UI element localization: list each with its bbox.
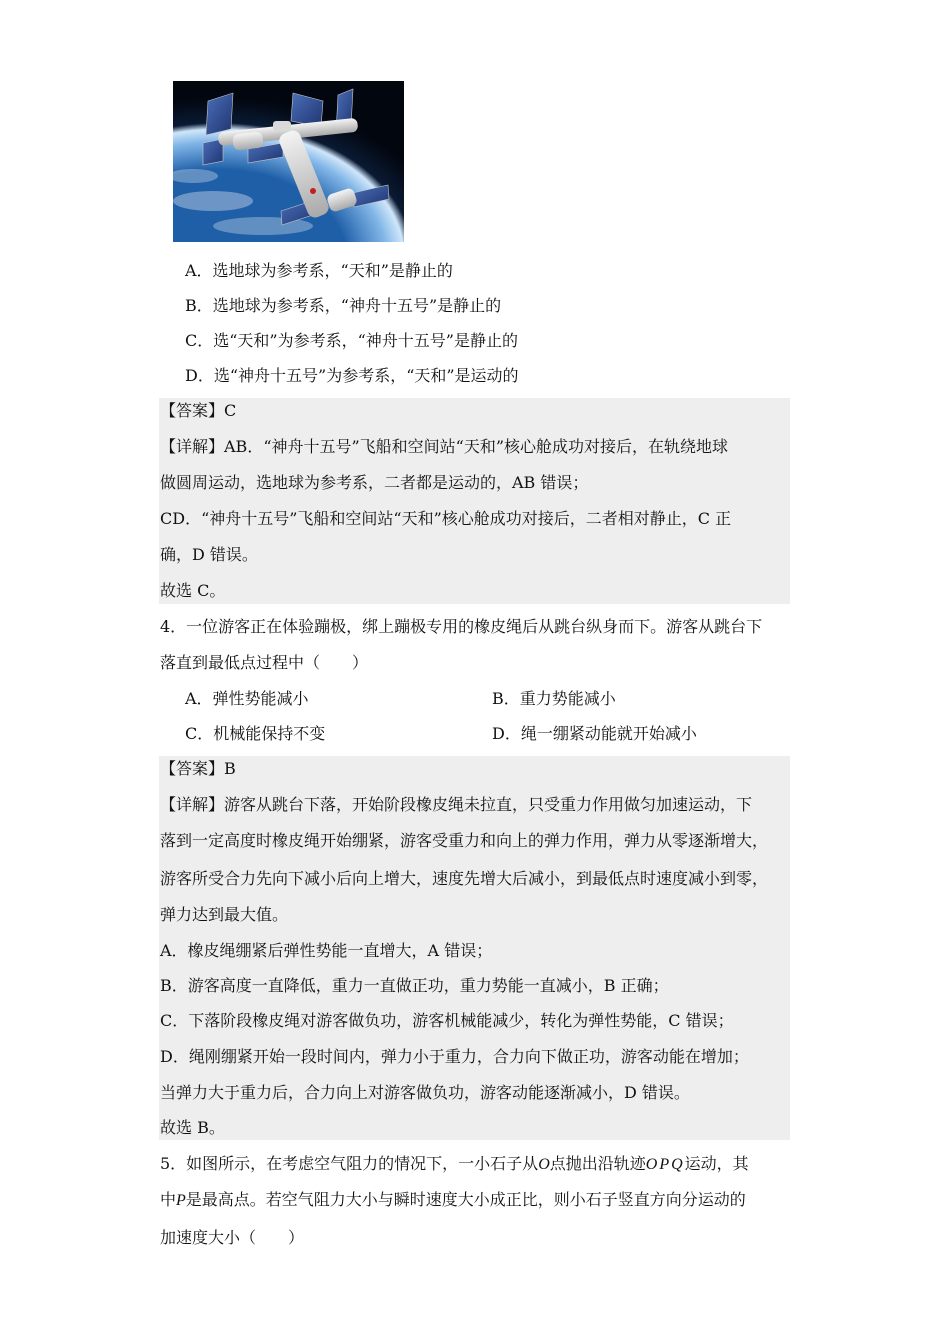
q4-detail-line-8: D．绳刚绷紧开始一段时间内，弹力小于重力，合力向下做正功，游客动能在增加；: [160, 1047, 749, 1066]
q5-stem-line-1: [160, 1153, 749, 1175]
q5-stem-line-3: 加速度大小（ ）: [160, 1228, 305, 1247]
q4-detail-line-5: A．橡皮绳绷紧后弹性势能一直增大，A 错误；: [160, 941, 493, 960]
q4-option-d: D．绳一绷紧动能就开始减小: [492, 724, 697, 743]
q5-text: 是最高点。若空气阻力大小与瞬时速度大小成正比，则小石子竖直方向分运动的: [185, 1190, 746, 1209]
q4-answer: 【答案】B: [160, 759, 236, 778]
q4-detail-line-4: 弹力达到最大值。: [160, 905, 289, 924]
q3-detail-line-4: 确，D 错误。: [160, 545, 258, 564]
q4-detail-line-3: 游客所受合力先向下减小后向上增大，速度先增大后减小，到最低点时速度减小到零，: [160, 869, 769, 888]
q5-text: 中: [160, 1190, 177, 1209]
q3-detail-line-1: 【详解】AB．“神舟十五号”飞船和空间站“天和”核心舱成功对接后，在轨绕地球: [160, 437, 729, 456]
q3-answer: 【答案】C: [160, 401, 237, 420]
space-station-illustration: [173, 81, 404, 242]
q5-point-p: P: [176, 1192, 186, 1209]
q3-answer-block: [159, 398, 790, 604]
q3-option-c: C．选“天和”为参考系，“神舟十五号”是静止的: [185, 331, 518, 350]
q3-option-d: D．选“神舟十五号”为参考系，“天和”是运动的: [185, 366, 519, 385]
q3-option-a: A．选地球为参考系，“天和”是静止的: [185, 261, 453, 280]
q5-text: 运动，其: [684, 1154, 749, 1173]
q3-detail-line-5: 故选 C。: [160, 581, 226, 600]
q5-stem-line-2: [160, 1189, 746, 1211]
q4-detail-line-1: 【详解】游客从跳台下落，开始阶段橡皮绳未拉直，只受重力作用做匀加速运动，下: [160, 795, 753, 814]
q4-option-a: A．弹性势能减小: [185, 689, 309, 708]
q5-text: 5．如图所示，在考虑空气阻力的情况下，一小石子从: [160, 1154, 539, 1173]
q4-option-c: C．机械能保持不变: [185, 724, 326, 743]
q4-detail-line-2: 落到一定高度时橡皮绳开始绷紧，游客受重力和向上的弹力作用，弹力从零逐渐增大，: [160, 831, 769, 850]
q3-detail-line-2: 做圆周运动，选地球为参考系，二者都是运动的，AB 错误；: [160, 473, 589, 492]
q5-point-o: O: [538, 1156, 550, 1173]
q4-option-b: B．重力势能减小: [492, 689, 616, 708]
q3-option-b: B．选地球为参考系，“神舟十五号”是静止的: [185, 296, 502, 315]
q4-stem-line-2: 落直到最低点过程中（ ）: [160, 653, 369, 672]
space-station-image: [173, 81, 404, 242]
q4-detail-line-9: 当弹力大于重力后，合力向上对游客做负功，游客动能逐渐减小，D 错误。: [160, 1083, 690, 1102]
q4-detail-line-10: 故选 B。: [160, 1118, 225, 1137]
q4-stem-line-1: 4．一位游客正在体验蹦极，绑上蹦极专用的橡皮绳后从跳台纵身而下。游客从跳台下: [160, 617, 763, 636]
q5-trajectory-opq: OPQ: [645, 1156, 685, 1173]
q5-text: 点抛出沿轨迹: [549, 1154, 646, 1173]
q3-detail-line-3: CD．“神舟十五号”飞船和空间站“天和”核心舱成功对接后，二者相对静止，C 正: [160, 509, 732, 528]
q4-detail-line-6: B．游客高度一直降低，重力一直做正功，重力势能一直减小，B 正确；: [160, 976, 669, 995]
q4-detail-line-7: C．下落阶段橡皮绳对游客做负功，游客机械能减少，转化为弹性势能，C 错误；: [160, 1011, 734, 1030]
